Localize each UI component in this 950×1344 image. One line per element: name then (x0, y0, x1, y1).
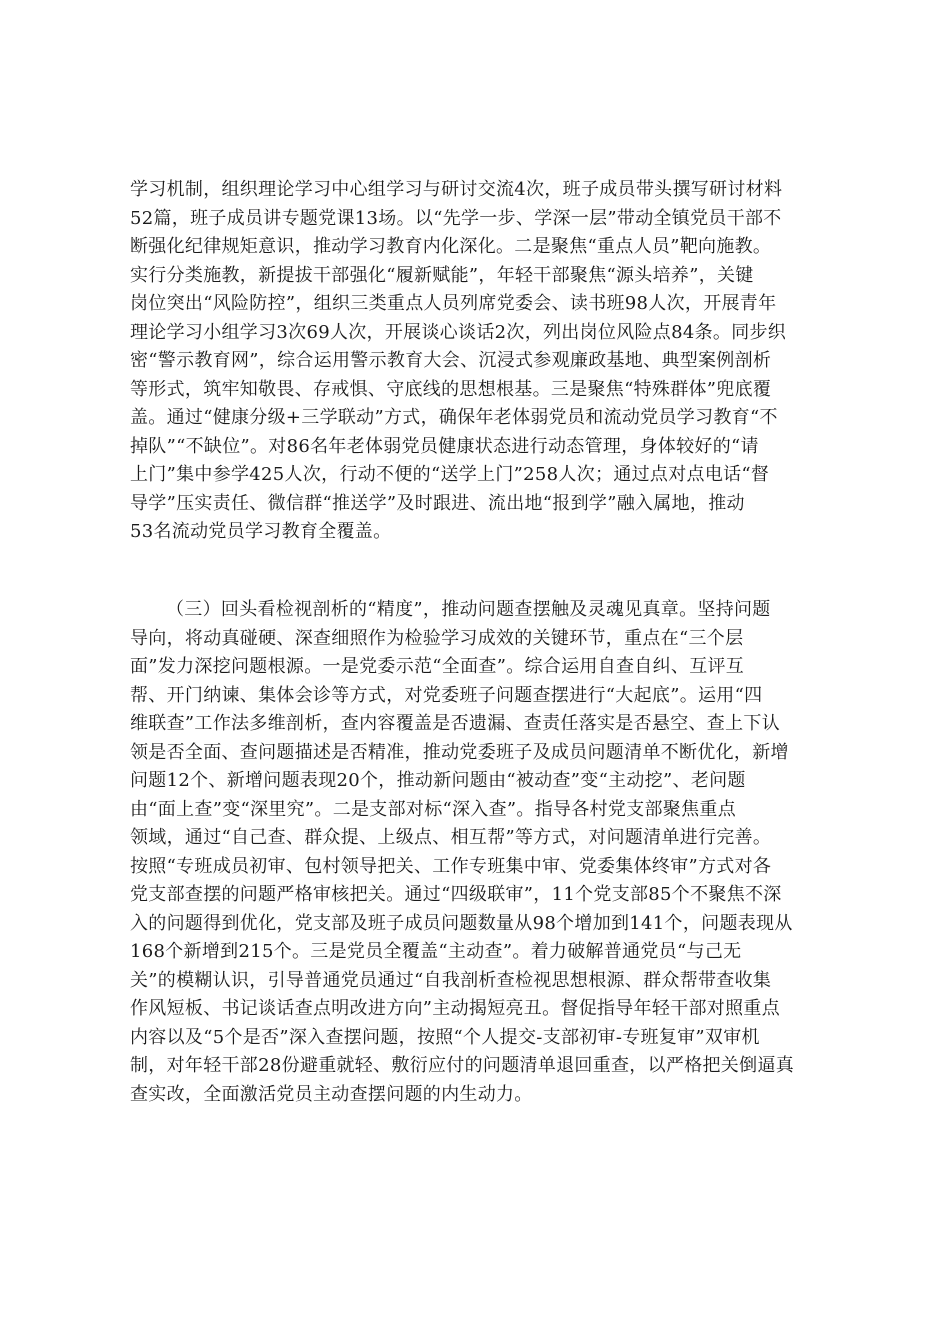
paragraph-line: 问题12个、新增问题表现20个，推动新问题由“被动查”变“主动挖”、老问题 (130, 770, 746, 791)
paragraph-line: 学习机制，组织理论学习中心组学习与研讨交流4次，班子成员带头撰写研讨材料 (130, 179, 783, 200)
paragraph-line: 等形式，筑牢知敬畏、存戒惧、守底线的思想根基。三是聚焦“特殊群体”兜底覆 (130, 378, 772, 400)
paragraph-line: 盖。通过“健康分级+三学联动”方式，确保年老体弱党员和流动党员学习教育“不 (130, 407, 778, 428)
paragraph-line: 168个新增到215个。三是党员全覆盖“主动查”。着力破解普通党员“与己无 (130, 941, 742, 962)
paragraph-line: 查实改，全面激活党员主动查摆问题的内生动力。 (130, 1083, 533, 1105)
paragraph-line-first: （三）回头看检视剖析的“精度”，推动问题查摆触及灵魂见真章。坚持问题 (166, 599, 771, 620)
paragraph-line: 关”的模糊认识，引导普通党员通过“自我剖析查检视思想根源、群众帮带查收集 (130, 969, 772, 991)
paragraph-line: 作风短板、书记谈话查点明改进方向”主动揭短亮丑。督促指导年轻干部对照重点 (130, 998, 780, 1019)
paragraph-line: 帮、开门纳谏、集体会诊等方式，对党委班子问题查摆进行“大起底”。运用“四 (130, 684, 763, 706)
paragraph-line: 导向，将动真碰硬、深查细照作为检验学习成效的关键环节，重点在“三个层 (130, 627, 744, 649)
paragraph-learning-mechanism (130, 176, 820, 547)
paragraph-line: 实行分类施教，新提拔干部强化“履新赋能”，年轻干部聚焦“源头培养”，关键 (130, 264, 754, 286)
paragraph-line: 密“警示教育网”，综合运用警示教育大会、沉浸式参观廉政基地、典型案例剖析 (130, 350, 772, 371)
paragraph-line: 导学”压实责任、微信群“推送学”及时跟进、流出地“报到学”融入属地，推动 (130, 492, 745, 514)
paragraph-line: 维联查”工作法多维剖析，查内容覆盖是否遗漏、查责任落实是否悬空、查上下认 (130, 713, 780, 734)
paragraph-line: 按照“专班成员初审、包村领导把关、工作专班集中审、党委集体终审”方式对各 (130, 855, 772, 877)
paragraph-line: 领域，通过“自己查、群众提、上级点、相互帮”等方式，对问题清单进行完善。 (130, 827, 772, 848)
paragraph-line: 入的问题得到优化，党支部及班子成员问题数量从98个增加到141个，问题表现从 (130, 912, 793, 934)
paragraph-line: 领是否全面、查问题描述是否精准，推动党委班子及成员问题清单不断优化，新增 (130, 741, 789, 763)
paragraph-line: 由“面上查”变“深里究”。二是支部对标“深入查”。指导各村党支部聚焦重点 (130, 798, 737, 820)
paragraph-line: 断强化纪律规矩意识，推动学习教育内化深化。二是聚焦“重点人员”靶向施教。 (130, 236, 772, 257)
paragraph-line: 面”发力深挖问题根源。一是党委示范“全面查”。综合运用自查自纠、互评互 (130, 656, 745, 677)
paragraph-review-analysis (130, 596, 820, 1109)
paragraph-line: 理论学习小组学习3次69人次，开展谈心谈话2次，列出岗位风险点84条。同步织 (130, 321, 787, 343)
paragraph-line: 掉队”“不缺位”。对86名年老体弱党员健康状态进行动态管理，身体较好的“请 (130, 435, 759, 457)
paragraph-line: 52篇，班子成员讲专题党课13场。以“先学一步、学深一层”带动全镇党员干部不 (130, 207, 782, 229)
paragraph-line: 制，对年轻干部28份避重就轻、敷衍应付的问题清单退回重查，以严格把关倒逼真 (130, 1055, 795, 1076)
paragraph-line: 岗位突出“风险防控”，组织三类重点人员列席党委会、读书班98人次，开展青年 (130, 293, 777, 314)
paragraph-line: 上门”集中参学425人次，行动不便的“送学上门”258人次；通过点对点电话“督 (130, 464, 770, 485)
paragraph-line: 内容以及“5个是否”深入查摆问题，按照“个人提交-支部初审-专班复审”双审机 (130, 1026, 760, 1048)
paragraph-line: 党支部查摆的问题严格审核把关。通过“四级联审”，11个党支部85个不聚焦不深 (130, 884, 782, 905)
paragraph-line: 53名流动党员学习教育全覆盖。 (130, 521, 392, 542)
